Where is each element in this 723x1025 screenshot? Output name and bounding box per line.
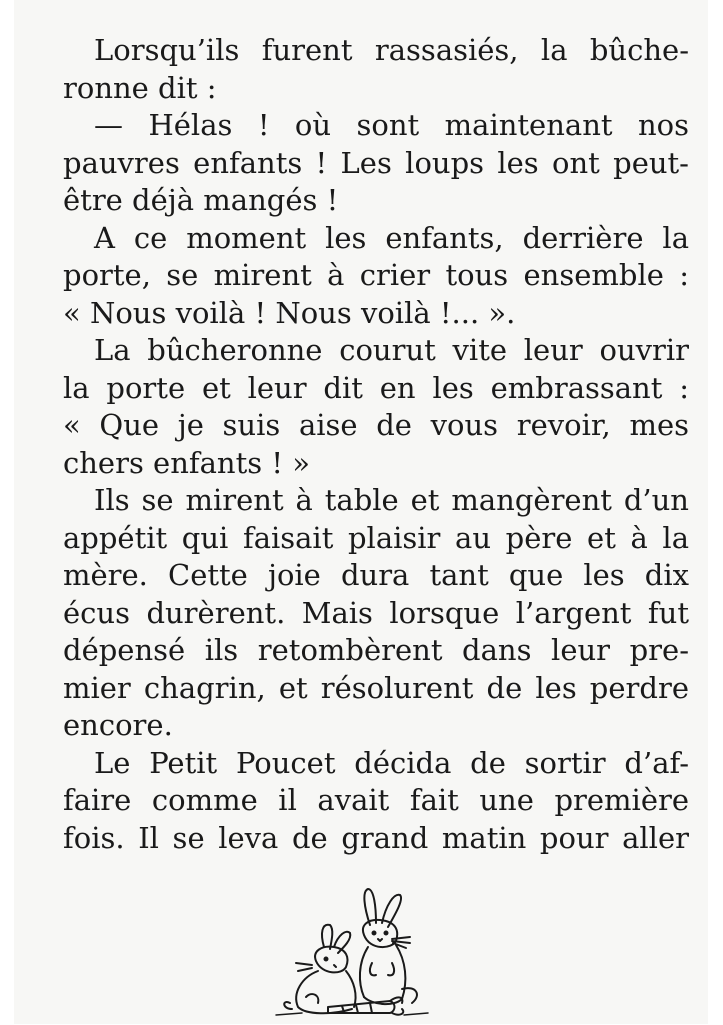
page-text [63, 32, 689, 857]
paragraph-3 [63, 220, 689, 333]
text-line: La bûcheronne courut vite leur ouvrir [94, 333, 689, 367]
text-line: Lorsqu’ils furent rassasiés, la bûche- [94, 33, 689, 67]
text-line: porte, se mirent à crier tous ensemble : [63, 258, 689, 292]
text-line: appétit qui faisait plaisir au père et à la [63, 520, 689, 555]
text-line: être déjà mangés ! [63, 183, 339, 217]
paragraph-5 [63, 482, 689, 745]
text-line: A ce moment les enfants, derrière la [94, 220, 689, 255]
text-line: fois. Il se leva de grand matin pour aller [63, 820, 689, 855]
two-rabbits-with-carrot-icon [272, 885, 432, 1020]
paragraph-1 [63, 32, 689, 107]
text-line: — Hélas ! où sont maintenant nos [94, 108, 689, 142]
text-line: faire comme il avait fait une première [63, 783, 689, 817]
paragraph-6 [63, 745, 689, 858]
text-line: « Que je suis aise de vous revoir, mes [63, 408, 689, 442]
text-line: encore. [63, 708, 173, 742]
text-line: chers enfants ! » [63, 445, 310, 480]
page-edge [708, 0, 723, 1024]
paragraph-4 [63, 332, 689, 482]
text-line: écus durèrent. Mais lorsque l’argent fut [63, 595, 689, 630]
paragraph-2 [63, 107, 689, 220]
text-line: Ils se mirent à table et mangèrent d’un [94, 483, 689, 517]
book-page [14, 0, 708, 1024]
text-line: mier chagrin, et résolurent de les perdre [63, 670, 689, 705]
text-line: dépensé ils retombèrent dans leur pre- [63, 633, 689, 667]
text-line: la porte et leur dit en les embrassant : [63, 370, 689, 405]
text-line: mère. Cette joie dura tant que les dix [63, 558, 689, 592]
text-line: « Nous voilà ! Nous voilà !... ». [63, 295, 516, 330]
text-line: pauvres enfants ! Les loups les ont peut- [63, 145, 689, 180]
text-line: Le Petit Poucet décida de sortir d’af- [94, 745, 689, 780]
text-line: ronne dit : [63, 70, 217, 105]
